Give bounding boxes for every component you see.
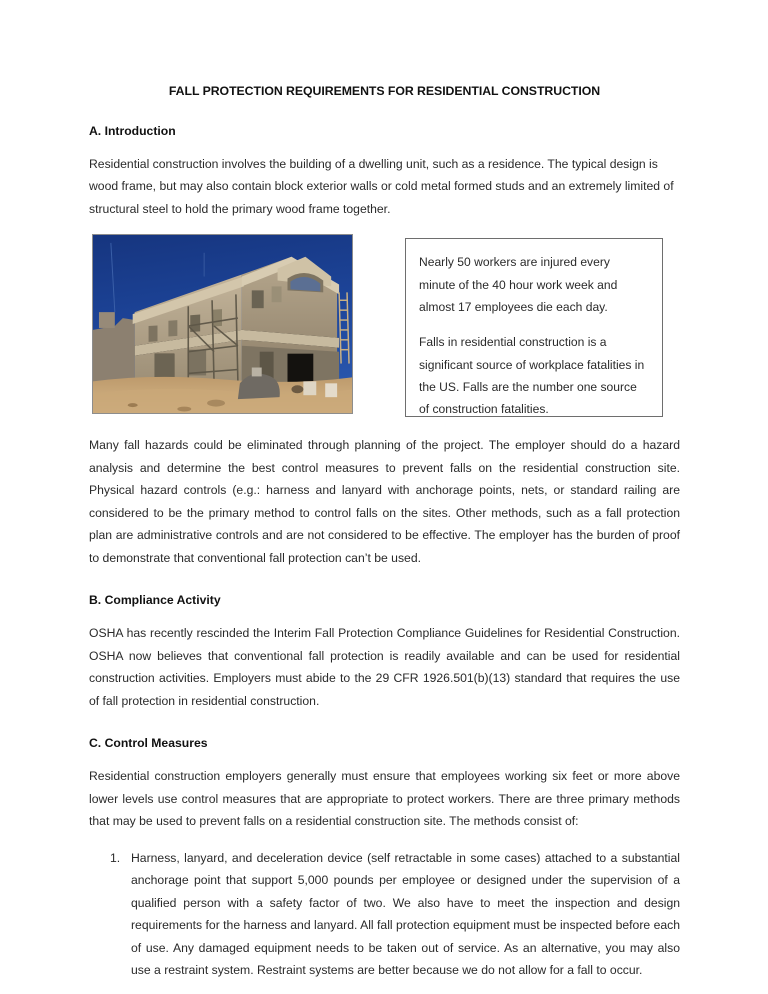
list-item: Harness, lanyard, and deceleration device (self retractable in some cases) attached to a substantial anchorage point that support 5,000 pounds per employee or designed under the supervision of a qualified person with a safety factor of two. We also have to meet the inspection and design requirements for the harness and lanyard. All fall protection equipment must be inspected before each of use. Any damaged equipment needs to be taken out of service. As an alternative, you may also use a restraint system. Restraint systems are better because we do not allow for a fall to occur. xyxy=(131,850,680,978)
construction-site-photo-graphic xyxy=(93,235,352,413)
section-heading-a: A. Introduction xyxy=(89,123,176,138)
statistics-callout-box xyxy=(405,238,663,417)
page-title: FALL PROTECTION REQUIREMENTS FOR RESIDENTIAL CONSTRUCTION xyxy=(168,84,601,98)
section-a-paragraph-1: Residential construction involves the building of a dwelling unit, such as a residence. The typical design is wood frame, but may also contain block exterior walls or cold metal formed studs and an extremely limited of structural steel to hold the primary wood frame together. xyxy=(89,156,674,216)
document-content xyxy=(89,84,680,994)
callout-paragraph-2: Falls in residential construction is a significant source of workplace fatalities in the US. Falls are the number one source of construction fatalities. xyxy=(419,335,645,417)
section-c-paragraph-1: Residential construction employers generally must ensure that employees working six feet or more above lower levels use control measures that are appropriate to protect workers. There are three primary methods that may be used to prevent falls on a residential construction site. The methods consist of: xyxy=(89,769,680,829)
construction-site-photo xyxy=(92,234,353,414)
section-heading-b: B. Compliance Activity xyxy=(89,593,221,608)
figure-row xyxy=(89,234,680,420)
spacer-before-section-b xyxy=(89,583,680,593)
callout-paragraph-1: Nearly 50 workers are injured every minute of the 40 hour work week and almost 17 employees die each day. xyxy=(419,255,618,314)
section-a-paragraph-2: Many fall hazards could be eliminated through planning of the project. The employer should do a hazard analysis and determine the best control measures to prevent falls on the residential construction site. Physical hazard controls (e.g.: harness and lanyard with anchorage points, nets, or standard railing are considered to be the primary method to control falls on the sites. Other methods, such as a fall protection plan are administrative controls and are not considered to be effective. The employer has the burden of proof to demonstrate that conventional fall protection can’t be used. xyxy=(89,438,680,565)
section-b-paragraph-1: OSHA has recently rescinded the Interim Fall Protection Compliance Guidelines for Residential Construction. OSHA now believes that conventional fall protection is readily available and can be used for residential construction activities. Employers must abide to the 29 CFR 1926.501(b)(13) standard that requires the use of fall protection in residential construction. xyxy=(89,626,680,708)
control-methods-list xyxy=(89,847,680,982)
spacer-before-section-c xyxy=(89,726,680,736)
section-heading-c: C. Control Measures xyxy=(89,736,208,751)
